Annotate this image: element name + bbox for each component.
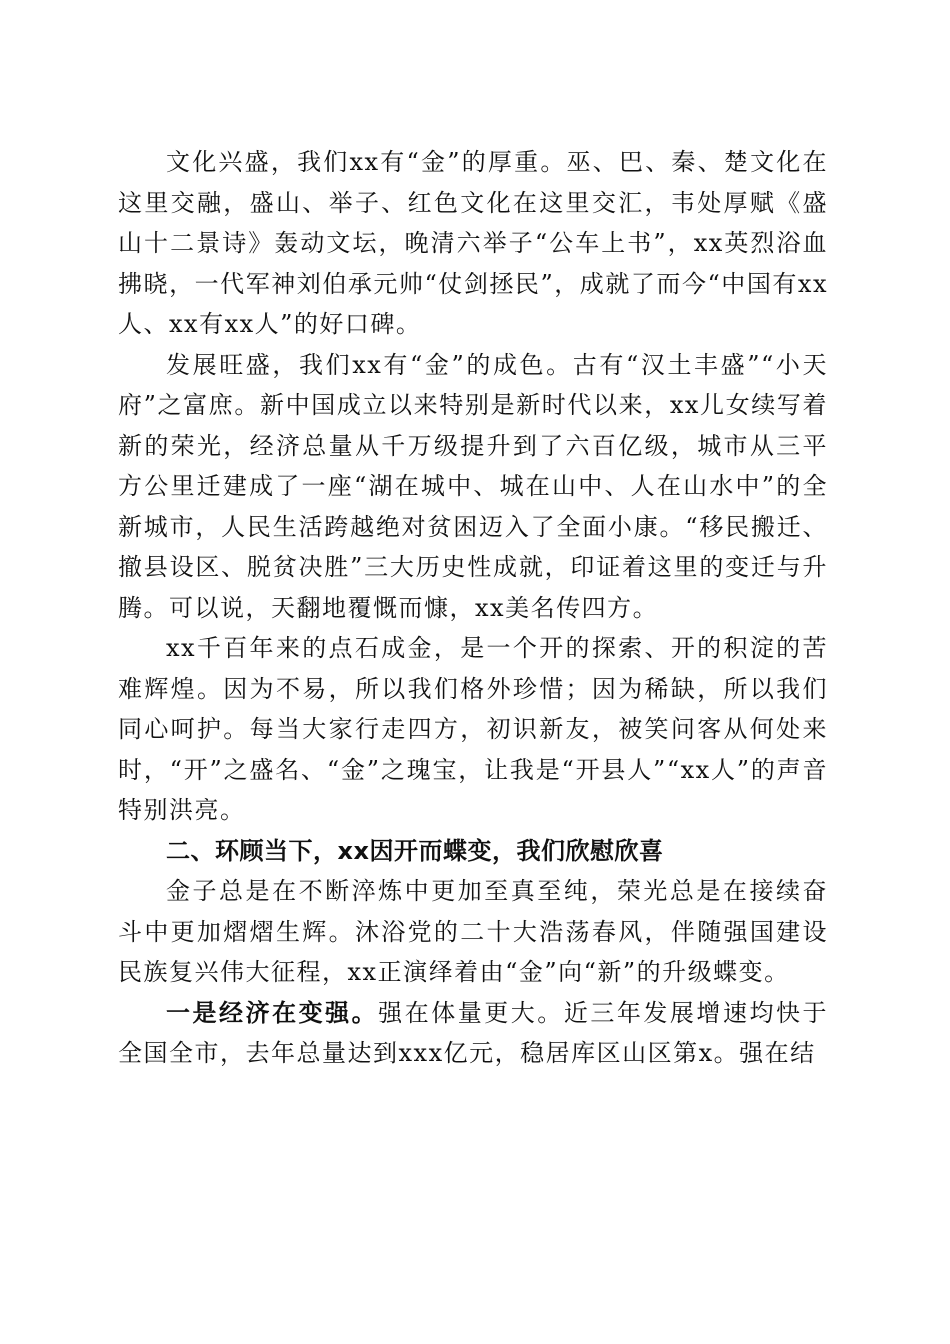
paragraph-economy [118, 993, 828, 1074]
section-heading: 二、环顾当下，xx因开而蝶变，我们欣慰欣喜 [166, 836, 664, 865]
paragraph-transformation: 金子总是在不断淬炼中更加至真至纯，荣光总是在接续奋斗中更加熠熠生辉。沐浴党的二十大浩荡春风，伴随强国建设民族复兴伟大征程，xx正演绎着由“金”向“新”的升级蝶变。 [118, 877, 828, 986]
paragraph-development: 发展旺盛，我们xx有“金”的成色。古有“汉土丰盛”“小天府”之富庶。新中国成立以来特别是新时代以来，xx儿女续写着新的荣光，经济总量从千万级提升到了六百亿级，城市从三平方公里迁建成了一座“湖在城中、城在山中、人在山水中”的全新城市，人民生活跨越绝对贫困迈入了全面小康。“移民搬迁、撤县设区、脱贫决胜”三大历史性成就，印证着这里的变迁与升腾。可以说，天翻地覆慨而慷，xx美名传四方。 [118, 350, 828, 622]
paragraph-history: xx千百年来的点石成金，是一个开的探索、开的积淀的苦难辉煌。因为不易，所以我们格外珍惜；因为稀缺，所以我们同心呵护。每当大家行走四方，初识新友，被笑问客从何处来时，“开”之盛名、“金”之瑰宝，让我是“开县人”“xx人”的声音特别洪亮。 [118, 634, 828, 824]
paragraph-economy-text: 强在体量更大。近三年发展增速均快于全国全市，去年总量达到xxx亿元，稳居库区山区第x。强在结 [118, 998, 829, 1067]
paragraph-culture: 文化兴盛，我们xx有“金”的厚重。巫、巴、秦、楚文化在这里交融，盛山、举子、红色文化在这里交汇，韦处厚赋《盛山十二景诗》轰动文坛，晚清六举子“公车上书”，xx英烈浴血拂晓，一代军神刘伯承元帅“仗剑拯民”，成就了而今“中国有xx人、xx有xx人”的好口碑。 [118, 148, 828, 338]
paragraph-lead: 一是经济在变强。 [166, 997, 379, 1027]
document-body [118, 142, 828, 1074]
